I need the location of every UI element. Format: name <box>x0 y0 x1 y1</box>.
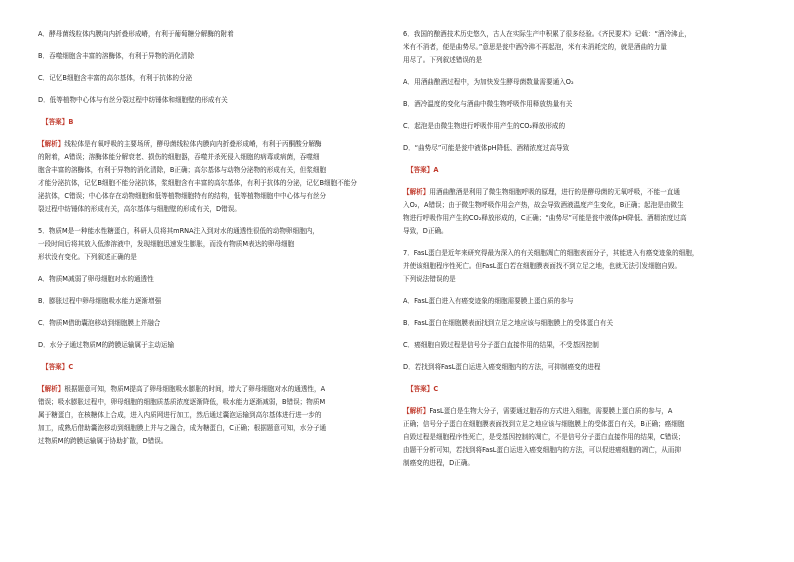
q7-explanation-line: 由题干分析可知，若找到将FasL蛋白运进入癌变细胞内的方法，可以促进癌细胞的凋亡，从而抑 <box>403 446 682 454</box>
q6-explanation-line: 入O₂，A错误；由于微生物呼吸作用会产热，故会导致酒液温度产生变化，B正确；起泡是由微生 <box>403 201 684 209</box>
q4-option-a: A．酵母菌线粒体内膜向内折叠形成嵴，有利于葡萄糖分解酶的附着 <box>38 30 234 38</box>
q5-option-a: A．物质M减弱了卵母细胞对水的通透性 <box>38 275 154 283</box>
q5-explanation-tag: 【解析】 <box>38 385 65 393</box>
q6-stem-line: 6．我国的酿酒技术历史悠久，古人在实际生产中积累了很多经验。《齐民要术》记载：“酒冷沸止， <box>403 30 691 38</box>
q5-explanation-line: 错误；吸水膨胀过程中，卵母细胞的细胞质基质浓度逐渐降低，吸水能力逐渐减弱，B错误；物质M <box>38 398 326 406</box>
q6-explanation-line: 导致，D正确。 <box>403 227 448 235</box>
q7-stem-line: 下列说法错误的是 <box>403 275 456 283</box>
q7-explanation-tag: 【解析】 <box>403 407 430 415</box>
q7-stem-line: 并使该细胞程序性死亡。但FasL蛋白若在细胞膜表面找不到立足之地，也就无法引发细胞自毁。 <box>403 262 682 270</box>
q4-option-d: D．低等植物中心体与有丝分裂过程中纺锤体和细胞壁的形成有关 <box>38 96 228 104</box>
q6-explanation-line: 物进行呼吸作用产生的CO₂释放形成的，C正确；“曲势尽”可能是瓮中液体pH降低、酒精浓度过高 <box>403 214 687 222</box>
q5-explanation-line: 过物质M的跨膜运输属于协助扩散，D错误。 <box>38 437 168 445</box>
q6-stem-line: 米有不消者，便是曲势尽。”意思是瓮中酒冷沸不再起泡，米有未消耗完的，就是酒曲的力量 <box>403 43 667 51</box>
q4-explanation <box>38 138 378 216</box>
q6-stem <box>403 28 743 67</box>
q7-option-b: B．FasL蛋白在细胞膜表面找到立足之地应该与细胞膜上的受体蛋白有关 <box>403 319 614 327</box>
q4-explanation-line: 泌抗体，C错误；中心体存在动物细胞和低等植物细胞特有的结构，低等植物细胞中中心体与有丝分 <box>38 192 327 200</box>
q5-explanation-line: 属于糖蛋白，在核糖体上合成，进入内质网进行加工，然后通过囊泡运输到高尔基体进行进一步的 <box>38 411 322 419</box>
q4-explanation-line: 的附着，A错误；溶酶体能分解衰老、损伤的细胞器，吞噬并杀死侵入细胞的病毒或病菌，吞噬细 <box>38 153 320 161</box>
q5-option-d: D．水分子通过物质M的跨膜运输属于主动运输 <box>38 341 175 349</box>
q5-explanation-line: 根据题意可知，物质M提高了卵母细胞吸水膨胀的时间，增大了卵母细胞对水的通透性，A <box>64 385 326 393</box>
q6-answer: 【答案】A <box>407 166 439 174</box>
q7-option-d: D．若找到将FasL蛋白运进入癌变细胞内的方法，可抑制癌变的进程 <box>403 363 601 371</box>
q6-explanation-tag: 【解析】 <box>403 188 430 196</box>
q5-stem-line: 一段时间后将其放入低渗溶液中，发现细胞迅速发生膨胀，而没有物质M表达的卵母细胞 <box>38 240 295 248</box>
q5-option-b: B．膨胀过程中卵母细胞吸水能力逐渐增强 <box>38 297 162 305</box>
left-column <box>38 28 378 457</box>
q5-stem <box>38 225 378 264</box>
q5-option-c: C．物质M借助囊泡移动到细胞膜上并融合 <box>38 319 161 327</box>
q7-explanation-line: 正确；信号分子蛋白在细胞膜表面找到立足之地应该与细胞膜上的受体蛋白有关，B正确；癌细胞 <box>403 420 685 428</box>
q6-option-c: C．起泡是由微生物进行呼吸作用产生的CO₂释放形成的 <box>403 122 566 130</box>
q5-stem-line: 5．物质M是一种能水性糖蛋白，科研人员将其mRNA注入到对水的通透性很低的动物卵细胞内， <box>38 227 319 235</box>
q4-explanation-tag: 【解析】 <box>38 140 65 148</box>
q5-explanation-line: 加工，成熟后借助囊泡移动到细胞膜上并与之融合，成为糖蛋白，C正确；根据题意可知，水分子通 <box>38 424 327 432</box>
q7-explanation <box>403 405 743 470</box>
q4-option-c: C．记忆B细胞含丰富的高尔基体，有利于抗体的分泌 <box>38 74 193 82</box>
q4-answer: 【答案】B <box>42 118 74 126</box>
q4-explanation-line: 胞含丰富的溶酶体，有利于异物的消化清除，B正确；高尔基体与动物分泌物的形成有关，但浆细胞 <box>38 166 327 174</box>
q7-answer: 【答案】C <box>407 385 439 393</box>
q7-option-c: C．癌细胞自毁过程是信号分子蛋白直接作用的结果，不受基因控制 <box>403 341 599 349</box>
q6-option-d: D．“曲势尽”可能是瓮中液体pH降低、酒精浓度过高导致 <box>403 144 570 152</box>
q5-explanation <box>38 383 378 448</box>
q7-explanation-line: FasL蛋白是生物大分子，需要通过胞吞的方式进入细胞，需要膜上蛋白质的参与，A <box>429 407 673 415</box>
q7-stem-line: 7．FasL蛋白是近年来研究得最为深入的有关细胞凋亡的细胞表面分子，其能进入有癌变迹象的细胞， <box>403 249 699 257</box>
q7-stem <box>403 247 743 286</box>
q7-option-a: A．FasL蛋白进入有癌变迹象的细胞需要膜上蛋白质的参与 <box>403 297 574 305</box>
q4-explanation-line: 才能分泌抗体，记忆B细胞不能分泌抗体，浆细胞含有丰富的高尔基体，有利于抗体的分泌，记忆B细胞不能分 <box>38 179 357 187</box>
q6-option-b: B．酒冷温度的变化与酒曲中微生物呼吸作用释放热量有关 <box>403 100 573 108</box>
q6-stem-line: 用尽了。下列叙述错误的是 <box>403 56 483 64</box>
q6-option-a: A．用酒曲酿酒过程中，为加快发生酵母菌数量需要通入O₂ <box>403 78 574 86</box>
q7-explanation-line: 制癌变的进程，D正确。 <box>403 459 475 467</box>
q5-answer: 【答案】C <box>42 363 74 371</box>
q5-stem-line: 形状没有变化。下列叙述正确的是 <box>38 253 137 261</box>
right-column <box>403 28 743 479</box>
q7-explanation-line: 自毁过程是细胞程序性死亡，是受基因控制的凋亡，不是信号分子蛋白直接作用的结果，C错误； <box>403 433 685 441</box>
q6-explanation-line: 用酒曲酿酒是利用了微生物细胞呼吸的原理，进行的是酵母菌的无氧呼吸，不能一直通 <box>429 188 680 196</box>
q6-explanation <box>403 186 743 238</box>
q4-option-b: B．吞噬细胞含丰富的溶酶体，有利于异物的消化清除 <box>38 52 195 60</box>
q4-explanation-line: 线粒体是有氧呼吸的主要场所，酵母菌线粒体内膜向内折叠形成嵴，有利于丙酮酸分解酶 <box>64 140 322 148</box>
q4-explanation-line: 裂过程中纺锤体的形成有关，高尔基体与细胞壁的形成有关，D错误。 <box>38 205 241 213</box>
